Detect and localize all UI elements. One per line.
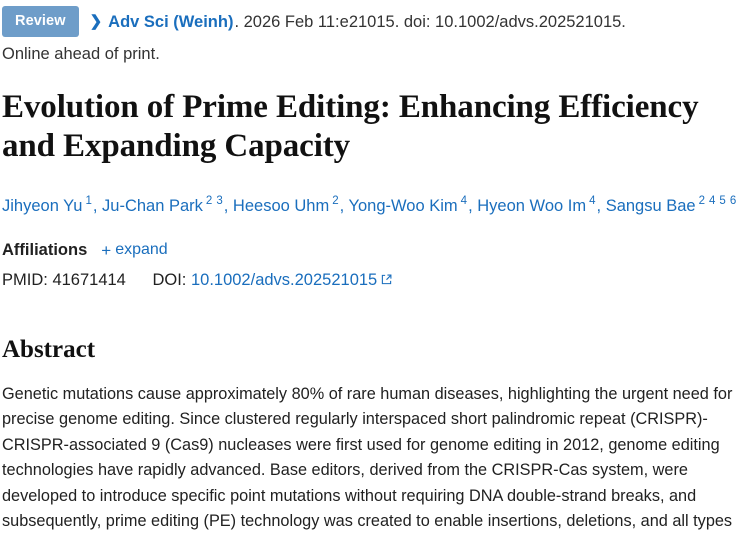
author-item	[477, 197, 601, 215]
doi-link[interactable]: 10.1002/advs.202521015	[190, 270, 378, 289]
author-affiliation-ref[interactable]: 2	[698, 195, 705, 207]
chevron-right-icon: ❯	[89, 13, 103, 30]
author-item	[349, 197, 473, 215]
affiliations-row	[2, 241, 750, 260]
author-link[interactable]: Jihyeon Yu	[2, 196, 83, 215]
author-affiliation-ref[interactable]: 2	[332, 195, 339, 207]
identifiers-row	[2, 271, 750, 290]
author-affiliation-ref[interactable]: 5	[719, 195, 726, 207]
author-separator: ,	[596, 196, 602, 215]
doi-label: DOI:	[152, 270, 187, 289]
plus-icon: +	[101, 240, 112, 260]
expand-affiliations-button[interactable]	[101, 241, 167, 259]
journal-link[interactable]: Adv Sci (Weinh)	[108, 12, 234, 31]
author-link[interactable]: Yong-Woo Kim	[348, 196, 458, 215]
page-title: Evolution of Prime Editing: Enhancing Efficiency and Expanding Capacity	[2, 89, 699, 164]
author-affiliation-ref[interactable]: 1	[85, 195, 92, 207]
external-link-icon	[381, 274, 392, 285]
author-affiliation-ref[interactable]: 4	[460, 195, 468, 207]
author-affiliation-ref[interactable]: 2	[205, 195, 213, 207]
citation-line	[2, 0, 750, 37]
author-affiliation-ref[interactable]: 4	[709, 195, 716, 207]
author-item	[2, 197, 97, 215]
author-link[interactable]: Sangsu Bae	[605, 196, 696, 215]
affiliations-label: Affiliations	[2, 240, 88, 259]
expand-label: expand	[115, 241, 168, 258]
author-list	[2, 188, 744, 219]
author-link[interactable]: Heesoo Uhm	[232, 196, 330, 215]
author-affiliation-ref[interactable]: 4	[589, 195, 596, 207]
author-affiliation-ref[interactable]: 6	[729, 195, 737, 207]
citation-details: . 2026 Feb 11:e21015. doi: 10.1002/advs.202521015.	[234, 12, 626, 31]
author-separator: ,	[223, 196, 229, 215]
author-link[interactable]: Ju-Chan Park	[102, 196, 203, 215]
author-separator: ,	[339, 196, 345, 215]
author-item	[102, 197, 228, 215]
author-affiliation-ref[interactable]: 3	[216, 195, 223, 207]
pmid-value: 41671414	[52, 270, 126, 289]
author-separator: ,	[468, 196, 473, 215]
publication-type-badge[interactable]: Review	[2, 6, 79, 37]
abstract-heading: Abstract	[2, 335, 96, 363]
abstract-text: Genetic mutations cause approximately 80% of rare human diseases, highlighting the urgent need for precise genome editing. Since clustered regularly interspaced short palindromic repeat (CRISPR)-CRISPR-associated 9 (Cas9) nucleases were first used for genome editing in 2012, genome editing technologies have rapidly advanced. Base editors, derived from the CRISPR-Cas system, were developed to introduce specific point mutations without requiring DNA double-strand breaks, and subsequently, prime editing (PE) technology was created to enable insertions, deletions, and all types	[2, 384, 733, 530]
author-separator: ,	[92, 196, 98, 215]
ahead-of-print-note: Online ahead of print.	[2, 45, 160, 63]
author-item	[606, 197, 738, 215]
author-link[interactable]: Hyeon Woo Im	[477, 196, 587, 215]
author-item	[233, 197, 344, 215]
pmid-label: PMID:	[2, 270, 48, 289]
